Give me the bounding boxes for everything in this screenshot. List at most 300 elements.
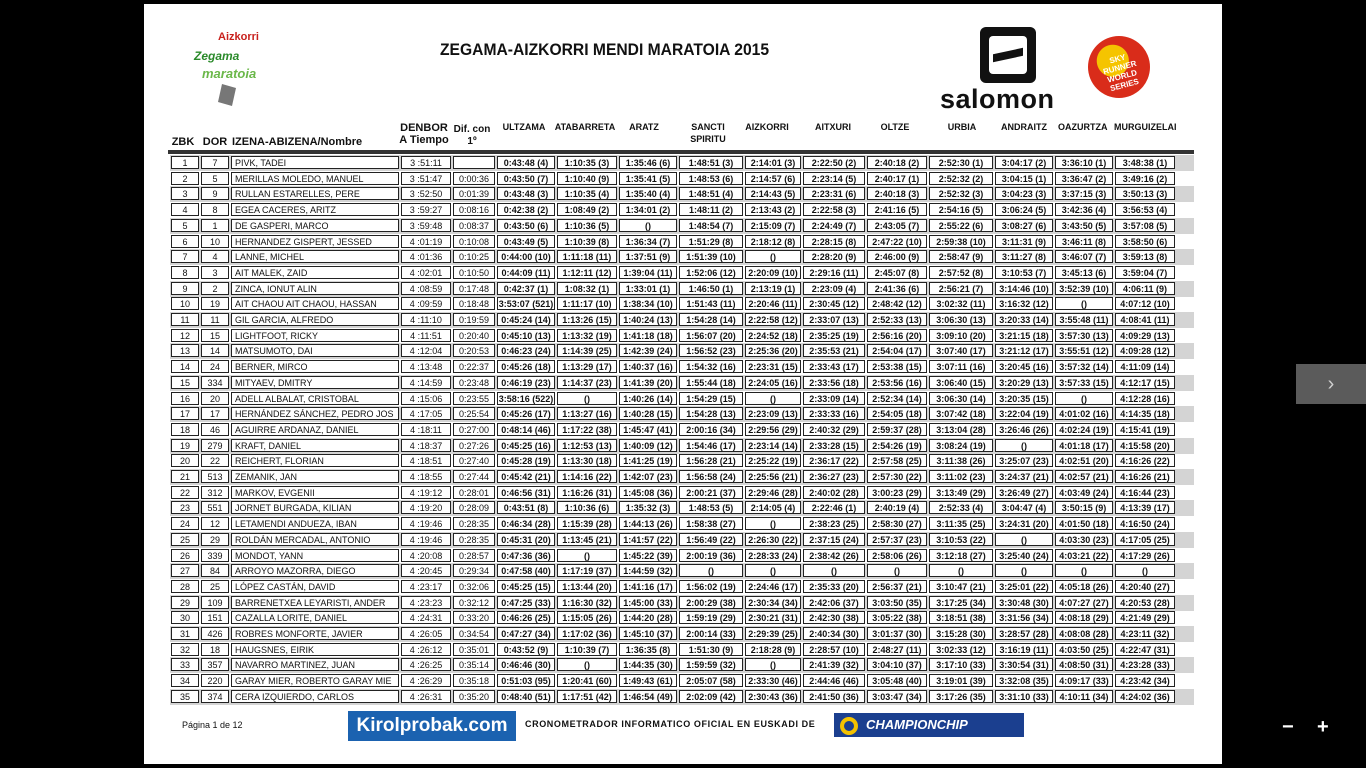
split-time-cell: 2:59:37 (28) (867, 423, 927, 436)
split-time-cell: 2:18:12 (8) (745, 235, 801, 248)
time-cell: 4 :20:08 (401, 549, 451, 562)
split-time-cell: 3:58:50 (6) (1115, 235, 1175, 248)
split-time-cell: 0:43:52 (9) (497, 643, 555, 656)
zbk-cell: 21 (171, 470, 199, 483)
dif-cell: 0:28:35 (453, 533, 495, 546)
split-time-cell: 2:55:22 (6) (929, 219, 993, 232)
split-time-cell: 1:51:43 (11) (679, 297, 743, 310)
split-time-cell: 1:16:30 (32) (557, 596, 617, 609)
split-time-cell: 3:12:18 (27) (929, 549, 993, 562)
split-time-cell: 3:17:26 (35) (929, 690, 993, 703)
table-row (170, 359, 1194, 375)
split-time-cell: 3:53:07 (521) (498, 299, 554, 310)
split-time-cell: 1:17:22 (38) (557, 423, 617, 436)
split-time-cell: 0:46:56 (31) (497, 486, 555, 499)
name-cell: AGUIRRE ARDANAZ, DANIEL (231, 423, 399, 436)
split-time-cell: 1:37:51 (9) (619, 250, 677, 263)
split-time-cell: 4:16:26 (21) (1115, 470, 1175, 483)
dif-cell: 0:23:55 (453, 392, 495, 405)
split-time-cell: 0:51:03 (95) (497, 674, 555, 687)
split-time-cell: 2:28:57 (10) (803, 643, 865, 656)
dor-cell: 11 (201, 313, 229, 326)
zbk-cell: 13 (171, 344, 199, 357)
name-cell: LANNE, MICHEL (231, 250, 399, 263)
split-time-cell: 2:30:45 (12) (803, 297, 865, 310)
split-time-cell: 2:53:56 (16) (867, 376, 927, 389)
split-time-cell: 1:45:47 (41) (619, 423, 677, 436)
split-time-cell: 2:23:31 (6) (803, 187, 865, 200)
split-time-cell: 3:19:01 (39) (929, 674, 993, 687)
dif-cell: 0:08:16 (453, 203, 495, 216)
header-divider (168, 150, 1194, 154)
dor-cell: 24 (201, 360, 229, 373)
split-time-cell: 3:46:11 (8) (1055, 235, 1113, 248)
col-split-atabarreta: ATABARRETA (554, 122, 616, 132)
dor-cell: 339 (201, 549, 229, 562)
col-split-oltze: OLTZE (880, 122, 910, 132)
split-time-cell: 2:25:56 (21) (745, 470, 801, 483)
split-time-cell: 2:35:25 (19) (803, 329, 865, 342)
split-time-cell: 2:38:23 (25) (803, 517, 865, 530)
split-time-cell: 1:59:59 (32) (679, 658, 743, 671)
split-time-cell: 1:39:04 (11) (619, 266, 677, 279)
split-time-cell: 2:56:21 (7) (929, 282, 993, 295)
split-time-cell: 3:28:57 (28) (995, 627, 1053, 640)
time-cell: 4 :23:23 (401, 596, 451, 609)
split-time-cell: 2:25:36 (20) (745, 344, 801, 357)
split-time-cell: 3:17:25 (34) (929, 596, 993, 609)
split-time-cell: () (1055, 392, 1113, 405)
split-time-cell: 2:20:09 (10) (745, 266, 801, 279)
split-time-cell: 1:41:57 (22) (619, 533, 677, 546)
championchip-text: CHAMPIONCHIP (866, 717, 968, 732)
split-time-cell: 3:04:10 (37) (867, 658, 927, 671)
split-time-cell: 1:16:26 (31) (557, 486, 617, 499)
name-cell: HERNÁNDEZ SÁNCHEZ, PEDRO JOS (231, 407, 399, 420)
split-time-cell: 2:48:27 (11) (867, 643, 927, 656)
split-time-cell: 0:43:48 (4) (497, 156, 555, 169)
split-time-cell: 0:42:38 (2) (497, 203, 555, 216)
split-time-cell: 2:37:15 (24) (803, 533, 865, 546)
split-time-cell: 2:00:16 (34) (679, 423, 743, 436)
split-time-cell: 1:12:53 (13) (557, 439, 617, 452)
zbk-cell: 30 (171, 611, 199, 624)
split-time-cell: 2:52:33 (4) (929, 501, 993, 514)
split-time-cell: 3:46:07 (7) (1055, 250, 1113, 263)
dor-cell: 12 (201, 517, 229, 530)
time-cell: 4 :18:37 (401, 439, 451, 452)
split-time-cell: 2:35:33 (20) (803, 580, 865, 593)
split-time-cell: 1:48:11 (2) (679, 203, 743, 216)
split-time-cell: 4:13:39 (17) (1115, 501, 1175, 514)
split-time-cell: 1:44:35 (30) (619, 658, 677, 671)
document-title: ZEGAMA-AIZKORRI MENDI MARATOIA 2015 (440, 40, 770, 59)
split-time-cell: 1:51:39 (10) (679, 250, 743, 263)
zbk-cell: 20 (171, 454, 199, 467)
time-cell: 4 :23:17 (401, 580, 451, 593)
split-time-cell: 1:17:51 (42) (557, 690, 617, 703)
zbk-cell: 24 (171, 517, 199, 530)
split-time-cell: 3:22:04 (19) (995, 407, 1053, 420)
split-time-cell: 4:12:17 (15) (1115, 376, 1175, 389)
split-time-cell: 0:42:37 (1) (497, 282, 555, 295)
name-cell: HAUGSNES, EIRIK (231, 643, 399, 656)
split-time-cell: 3:36:10 (1) (1055, 156, 1113, 169)
split-time-cell: 2:18:28 (9) (745, 643, 801, 656)
zbk-cell: 6 (171, 235, 199, 248)
split-time-cell: 3:20:29 (13) (995, 376, 1053, 389)
split-time-cell: 3:03:47 (34) (867, 690, 927, 703)
dif-cell: 0:33:20 (453, 611, 495, 624)
zbk-cell: 28 (171, 580, 199, 593)
split-time-cell: 1:51:30 (9) (679, 643, 743, 656)
dor-cell: 513 (201, 470, 229, 483)
split-time-cell: 1:35:32 (3) (619, 501, 677, 514)
split-time-cell: 2:57:58 (25) (867, 454, 927, 467)
split-time-cell: 3:16:32 (12) (995, 297, 1053, 310)
split-time-cell: 4:09:17 (33) (1055, 674, 1113, 687)
split-time-cell: 2:52:34 (14) (867, 392, 927, 405)
split-time-cell: 1:41:39 (20) (619, 376, 677, 389)
split-time-cell: 4:01:50 (18) (1055, 517, 1113, 530)
split-time-cell: 2:35:53 (21) (803, 344, 865, 357)
split-time-cell: 4:05:18 (26) (1055, 580, 1113, 593)
split-time-cell: 0:43:50 (6) (497, 219, 555, 232)
dor-cell: 426 (201, 627, 229, 640)
split-time-cell: 4:03:49 (24) (1055, 486, 1113, 499)
split-time-cell: () (1055, 297, 1113, 310)
name-cell: ZINCA, IONUT ALIN (231, 282, 399, 295)
split-time-cell: 1:35:46 (6) (619, 156, 677, 169)
dor-cell: 279 (201, 439, 229, 452)
time-cell: 4 :26:12 (401, 643, 451, 656)
split-time-cell: 3:25:07 (23) (995, 454, 1053, 467)
dif-cell: 0:27:40 (453, 454, 495, 467)
split-time-cell: 1:40:37 (16) (619, 360, 677, 373)
next-page-button[interactable]: › (1296, 364, 1366, 404)
skyrunner-logo-text: SKY RUNNER WORLD SERIES (1102, 52, 1140, 94)
dif-cell: 0:28:57 (453, 549, 495, 562)
split-time-cell: 1:40:24 (13) (619, 313, 677, 326)
split-time-cell: () (557, 392, 617, 405)
dor-cell: 84 (201, 564, 229, 577)
split-time-cell: 3:32:08 (35) (995, 674, 1053, 687)
zbk-cell: 1 (171, 156, 199, 169)
split-time-cell: 2:33:07 (13) (803, 313, 865, 326)
split-time-cell: 2:20:46 (11) (745, 297, 801, 310)
split-time-cell: 3:57:30 (13) (1055, 329, 1113, 342)
split-time-cell: 1:10:35 (4) (557, 187, 617, 200)
split-time-cell: 2:30:43 (36) (745, 690, 801, 703)
split-time-cell: 2:54:05 (18) (867, 407, 927, 420)
split-time-cell: 4:16:26 (22) (1115, 454, 1175, 467)
time-cell: 4 :20:45 (401, 564, 451, 577)
split-time-cell: 3:02:33 (12) (929, 643, 993, 656)
split-time-cell: 4:08:08 (28) (1055, 627, 1113, 640)
split-time-cell: 4:08:41 (11) (1115, 313, 1175, 326)
zbk-cell: 29 (171, 596, 199, 609)
championchip-logo (834, 713, 1024, 737)
split-time-cell: 2:14:05 (4) (745, 501, 801, 514)
time-cell: 4 :14:59 (401, 376, 451, 389)
split-time-cell: 2:28:33 (24) (745, 549, 801, 562)
split-time-cell: 2:47:22 (10) (867, 235, 927, 248)
name-cell: GARAY MIER, ROBERTO GARAY MIE (231, 674, 399, 687)
dif-cell: 0:25:54 (453, 407, 495, 420)
dor-cell: 312 (201, 486, 229, 499)
table-row (170, 155, 1194, 171)
dif-cell: 0:01:39 (453, 187, 495, 200)
zoom-in-button[interactable]: + (1317, 716, 1329, 738)
split-time-cell: 3:10:47 (21) (929, 580, 993, 593)
split-time-cell: 1:13:29 (17) (557, 360, 617, 373)
split-time-cell: 1:54:29 (15) (679, 392, 743, 405)
split-time-cell: 2:33:43 (17) (803, 360, 865, 373)
split-time-cell: 4:20:53 (28) (1115, 596, 1175, 609)
split-time-cell: 1:48:53 (6) (679, 172, 743, 185)
dor-cell: 151 (201, 611, 229, 624)
dif-cell: 0:18:48 (453, 297, 495, 310)
dor-cell: 357 (201, 658, 229, 671)
split-time-cell: 4:15:58 (20) (1115, 439, 1175, 452)
name-cell: LÓPEZ CASTÁN, DAVID (231, 580, 399, 593)
split-time-cell: 3:04:47 (4) (995, 501, 1053, 514)
split-time-cell: 3:49:16 (2) (1115, 172, 1175, 185)
split-time-cell: 3:30:54 (31) (995, 658, 1053, 671)
split-time-cell: 3:01:37 (30) (867, 627, 927, 640)
split-time-cell: 2:33:56 (18) (803, 376, 865, 389)
time-cell: 3 :51:11 (401, 156, 451, 169)
time-cell: 4 :18:55 (401, 470, 451, 483)
split-time-cell: 0:48:14 (46) (497, 423, 555, 436)
split-time-cell: 0:47:58 (40) (497, 564, 555, 577)
time-cell: 3 :51:47 (401, 172, 451, 185)
name-cell: NAVARRO MARTINEZ, JUAN (231, 658, 399, 671)
split-time-cell: 2:40:18 (3) (867, 187, 927, 200)
col-name: IZENA-ABIZENA/Nombre (232, 136, 363, 148)
split-time-cell: 1:14:39 (25) (557, 344, 617, 357)
dif-cell: 0:10:50 (453, 266, 495, 279)
split-time-cell: 2:42:30 (38) (803, 611, 865, 624)
split-time-cell: 2:52:32 (2) (929, 172, 993, 185)
name-cell: CAZALLA LORITE, DANIEL (231, 611, 399, 624)
split-time-cell: 1:36:34 (7) (619, 235, 677, 248)
time-cell: 4 :01:36 (401, 250, 451, 263)
zbk-cell: 16 (171, 392, 199, 405)
split-time-cell: () (557, 549, 617, 562)
split-time-cell: 1:13:30 (18) (557, 454, 617, 467)
table-row (170, 657, 1194, 673)
split-time-cell: 0:46:26 (25) (497, 611, 555, 624)
split-time-cell: 1:44:13 (26) (619, 517, 677, 530)
split-time-cell: 2:23:09 (4) (803, 282, 865, 295)
table-row (170, 422, 1194, 438)
zbk-cell: 4 (171, 203, 199, 216)
col-split-andraitz: ANDRAITZ (1001, 122, 1047, 132)
dor-cell: 551 (201, 501, 229, 514)
name-cell: CERA IZQUIERDO, CARLOS (231, 690, 399, 703)
split-time-cell: 2:28:20 (9) (803, 250, 865, 263)
split-time-cell: 2:54:26 (19) (867, 439, 927, 452)
split-time-cell: 3:05:48 (40) (867, 674, 927, 687)
table-row (170, 328, 1194, 344)
table-row (170, 516, 1194, 532)
split-time-cell: 3:21:12 (17) (995, 344, 1053, 357)
zbk-cell: 7 (171, 250, 199, 263)
dif-cell (453, 156, 495, 169)
name-cell: LIGHTFOOT, RICKY (231, 329, 399, 342)
split-time-cell: 3:09:10 (20) (929, 329, 993, 342)
split-time-cell: 3:59:04 (7) (1115, 266, 1175, 279)
split-time-cell: 3:18:51 (38) (929, 611, 993, 624)
split-time-cell: 3:24:31 (20) (995, 517, 1053, 530)
split-time-cell: 4:16:44 (23) (1115, 486, 1175, 499)
split-time-cell: 0:45:26 (18) (497, 360, 555, 373)
split-time-cell: 3:50:15 (9) (1055, 501, 1113, 514)
split-time-cell: 1:33:01 (1) (619, 282, 677, 295)
zbk-cell: 2 (171, 172, 199, 185)
time-cell: 4 :02:01 (401, 266, 451, 279)
split-time-cell: 2:24:49 (7) (803, 219, 865, 232)
dif-cell: 0:28:09 (453, 501, 495, 514)
zbk-cell: 34 (171, 674, 199, 687)
name-cell: MONDOT, YANN (231, 549, 399, 562)
split-time-cell: 3:02:32 (11) (929, 297, 993, 310)
split-time-cell: 1:10:39 (7) (557, 643, 617, 656)
split-time-cell: 4:11:09 (14) (1115, 360, 1175, 373)
dif-cell: 0:28:01 (453, 486, 495, 499)
col-split-aratz: ARATZ (629, 122, 659, 132)
split-time-cell: 1:54:32 (16) (679, 360, 743, 373)
split-time-cell: 2:58:47 (9) (929, 250, 993, 263)
split-time-cell: 4:01:18 (17) (1055, 439, 1113, 452)
table-row (170, 610, 1194, 626)
dif-cell: 0:28:35 (453, 517, 495, 530)
zbk-cell: 25 (171, 533, 199, 546)
split-time-cell: 2:58:06 (26) (867, 549, 927, 562)
split-time-cell: 3:55:51 (12) (1055, 344, 1113, 357)
split-time-cell: 2:15:09 (7) (745, 219, 801, 232)
split-time-cell: 3:16:19 (11) (995, 643, 1053, 656)
split-time-cell: 2:56:37 (21) (867, 580, 927, 593)
svg-text:Aizkorri: Aizkorri (218, 31, 259, 43)
split-time-cell: 1:10:36 (6) (557, 501, 617, 514)
split-time-cell: 3:05:22 (38) (867, 611, 927, 624)
table-row (170, 406, 1194, 422)
split-time-cell: 1:41:18 (18) (619, 329, 677, 342)
split-time-cell: 2:23:31 (15) (745, 360, 801, 373)
dif-cell: 0:17:48 (453, 282, 495, 295)
dif-cell: 0:19:59 (453, 313, 495, 326)
split-time-cell: 0:43:49 (5) (497, 235, 555, 248)
name-cell: ZEMANIK, JAN (231, 470, 399, 483)
split-time-cell: () (619, 219, 677, 232)
dor-cell: 46 (201, 423, 229, 436)
split-time-cell: 3:07:42 (18) (929, 407, 993, 420)
name-cell: EGEA CACERES, ARITZ (231, 203, 399, 216)
split-time-cell: 2:48:42 (12) (867, 297, 927, 310)
dor-cell: 3 (201, 266, 229, 279)
name-cell: AIT MALEK, ZAID (231, 266, 399, 279)
dif-cell: 0:22:37 (453, 360, 495, 373)
table-row (170, 438, 1194, 454)
col-zbk: ZBK (171, 136, 195, 148)
split-time-cell: () (929, 564, 993, 577)
dif-cell: 0:23:48 (453, 376, 495, 389)
split-time-cell: 2:29:56 (29) (745, 423, 801, 436)
split-time-cell: 1:11:17 (10) (557, 297, 617, 310)
split-time-cell: 2:23:14 (14) (745, 439, 801, 452)
table-row (170, 312, 1194, 328)
split-time-cell: 1:42:07 (23) (619, 470, 677, 483)
split-time-cell: 2:23:09 (13) (745, 407, 801, 420)
split-time-cell: 1:13:32 (19) (557, 329, 617, 342)
zbk-cell: 22 (171, 486, 199, 499)
split-time-cell: 1:10:39 (8) (557, 235, 617, 248)
zbk-cell: 31 (171, 627, 199, 640)
split-time-cell: () (1115, 564, 1175, 577)
dif-cell: 0:34:54 (453, 627, 495, 640)
split-time-cell: 2:14:57 (6) (745, 172, 801, 185)
name-cell: RULLAN ESTARELLES, PERE (231, 187, 399, 200)
split-time-cell: 1:55:44 (18) (679, 376, 743, 389)
col-dif: Dif. con 1º (453, 124, 491, 147)
col-split-aizkorri: AIZKORRI (745, 122, 789, 132)
split-time-cell: 4:09:29 (13) (1115, 329, 1175, 342)
split-time-cell: 1:58:38 (27) (679, 517, 743, 530)
name-cell: ADELL ALBALAT, CRISTOBAL (231, 392, 399, 405)
split-time-cell: 2:53:38 (15) (867, 360, 927, 373)
zoom-out-button[interactable]: − (1282, 716, 1294, 738)
zbk-cell: 23 (171, 501, 199, 514)
split-time-cell: 2:41:39 (32) (803, 658, 865, 671)
split-time-cell: 3:20:33 (14) (995, 313, 1053, 326)
split-time-cell: 1:13:26 (15) (557, 313, 617, 326)
dor-cell: 18 (201, 643, 229, 656)
split-time-cell: 2:05:07 (58) (679, 674, 743, 687)
split-time-cell: 0:43:51 (8) (497, 501, 555, 514)
dif-cell: 0:32:12 (453, 596, 495, 609)
split-time-cell: 2:58:30 (27) (867, 517, 927, 530)
split-time-cell: 3:11:27 (8) (995, 250, 1053, 263)
split-time-cell: 2:57:52 (8) (929, 266, 993, 279)
split-time-cell: 1:54:46 (17) (679, 439, 743, 452)
dif-cell: 0:00:36 (453, 172, 495, 185)
split-time-cell: 0:46:23 (24) (497, 344, 555, 357)
split-time-cell: 1:46:54 (49) (619, 690, 677, 703)
zbk-cell: 5 (171, 219, 199, 232)
table-row (170, 343, 1194, 359)
dif-cell: 0:32:06 (453, 580, 495, 593)
split-time-cell: 2:00:19 (36) (679, 549, 743, 562)
table-row (170, 296, 1194, 312)
table-row (170, 485, 1194, 501)
timekeeper-caption: CRONOMETRADOR INFORMATICO OFICIAL EN EUSKADI DE (525, 719, 816, 729)
split-time-cell: 2:40:17 (1) (867, 172, 927, 185)
table-row (170, 595, 1194, 611)
salomon-logo-text: salomon (940, 84, 1055, 114)
split-time-cell: () (745, 564, 801, 577)
dor-cell: 9 (201, 187, 229, 200)
name-cell: LETAMENDI ANDUEZA, IBAN (231, 517, 399, 530)
split-time-cell: 1:59:19 (29) (679, 611, 743, 624)
split-time-cell: 2:13:43 (2) (745, 203, 801, 216)
split-time-cell: 1:49:43 (61) (619, 674, 677, 687)
split-time-cell: 3:08:24 (19) (929, 439, 993, 452)
table-row (170, 375, 1194, 391)
split-time-cell: () (745, 250, 801, 263)
split-time-cell: 3:04:15 (1) (995, 172, 1053, 185)
